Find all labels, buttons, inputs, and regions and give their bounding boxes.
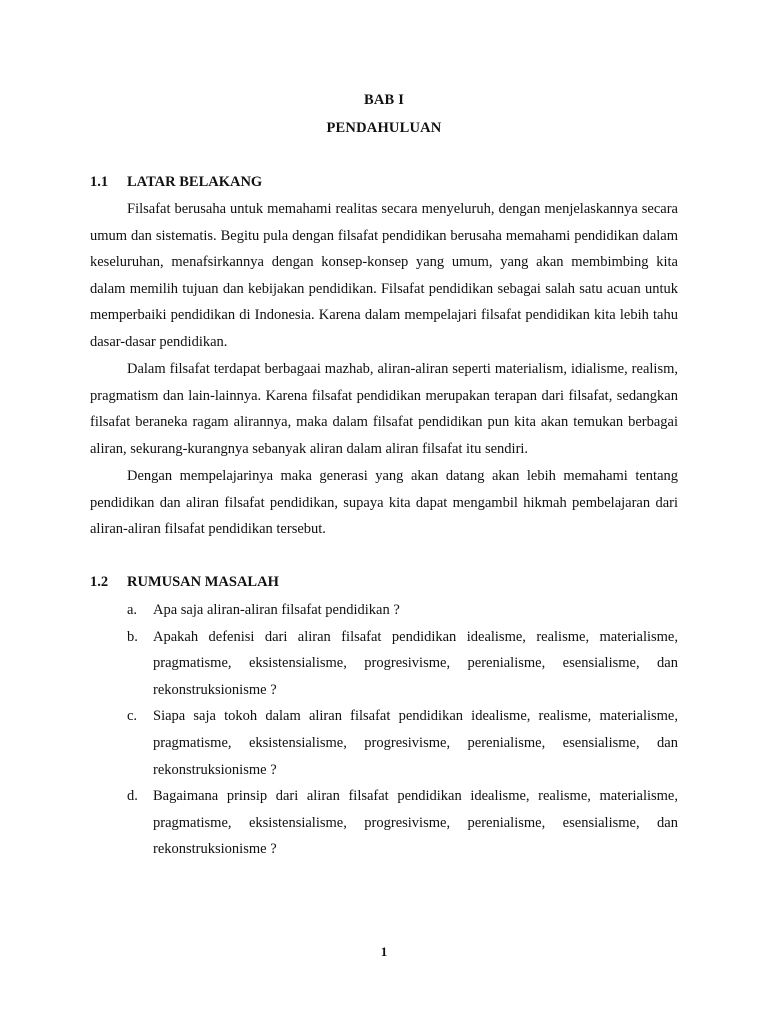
section-title: LATAR BELAKANG	[127, 174, 263, 190]
chapter-label: BAB I	[363, 92, 405, 108]
paragraph-3: Dengan mempelajarinya maka generasi yang akan datang akan lebih memahami tentang pendidikan dan aliran filsafat pendidikan, supaya kita dapat mengambil hikmah pembelajaran dari aliran-aliran filsafat pendidikan tersebut.	[90, 468, 678, 538]
list-marker: c.	[127, 708, 138, 725]
list-item	[127, 624, 678, 704]
section-number: 1.2	[90, 574, 109, 590]
list-item	[127, 597, 678, 624]
section-heading-latar-belakang	[90, 174, 262, 191]
list-item	[127, 703, 678, 783]
list-item-text: Siapa saja tokoh dalam aliran filsafat pendidikan idealisme, realisme, materialisme, pragmatisme, eksistensialisme, progresivisme, perenialisme, esensialisme, dan rekonstruksionisme ?	[153, 708, 678, 778]
section-heading-rumusan-masalah	[90, 574, 279, 591]
list-marker: b.	[127, 628, 138, 645]
paragraph-1: Filsafat berusaha untuk memahami realitas secara menyeluruh, dengan menjelaskannya secara umum dan sistematis. Begitu pula dengan filsafat pendidikan berusaha memahami pendidikan dalam keseluruhan, menafsirkannya dengan konsep-konsep yang umum, yang akan membimbing kita dalam memilih tujuan dan kebijakan pendidikan. Filsafat pendidikan sebagai salah satu acuan untuk memperbaiki pendidikan di Indonesia. Karena dalam mempelajari filsafat pendidikan kita lebih tahu dasar-dasar pendidikan.	[90, 201, 678, 350]
section-title: RUMUSAN MASALAH	[127, 574, 279, 590]
paragraph-2: Dalam filsafat terdapat berbagaai mazhab, aliran-aliran seperti materialism, idialisme, realism, pragmatism dan lain-lainnya. Karena filsafat pendidikan merupakan terapan dari filsafat, sedangkan filsafat beraneka ragam alirannya, maka dalam filsafat pendidikan pun kita akan temukan berbagai aliran, sekurang-kurangnya sebanyak aliran dalam aliran filsafat itu sendiri.	[90, 361, 678, 457]
list-item-text: Apa saja aliran-aliran filsafat pendidikan ?	[153, 602, 400, 618]
page-number: 1	[380, 944, 388, 959]
list-marker: d.	[127, 788, 138, 805]
problem-list	[127, 597, 678, 863]
list-marker: a.	[127, 602, 138, 618]
list-item	[127, 783, 678, 863]
list-item-text: Apakah defenisi dari aliran filsafat pendidikan idealisme, realisme, materialisme, pragmatisme, eksistensialisme, progresivisme, perenialisme, esensialisme, dan rekonstruksionisme ?	[153, 628, 678, 698]
section-number: 1.1	[90, 174, 109, 190]
list-item-text: Bagaimana prinsip dari aliran filsafat pendidikan idealisme, realisme, materialisme, pragmatisme, eksistensialisme, progresivisme, perenialisme, esensialisme, dan rekonstruksionisme ?	[153, 788, 678, 858]
chapter-title: PENDAHULUAN	[326, 120, 442, 136]
